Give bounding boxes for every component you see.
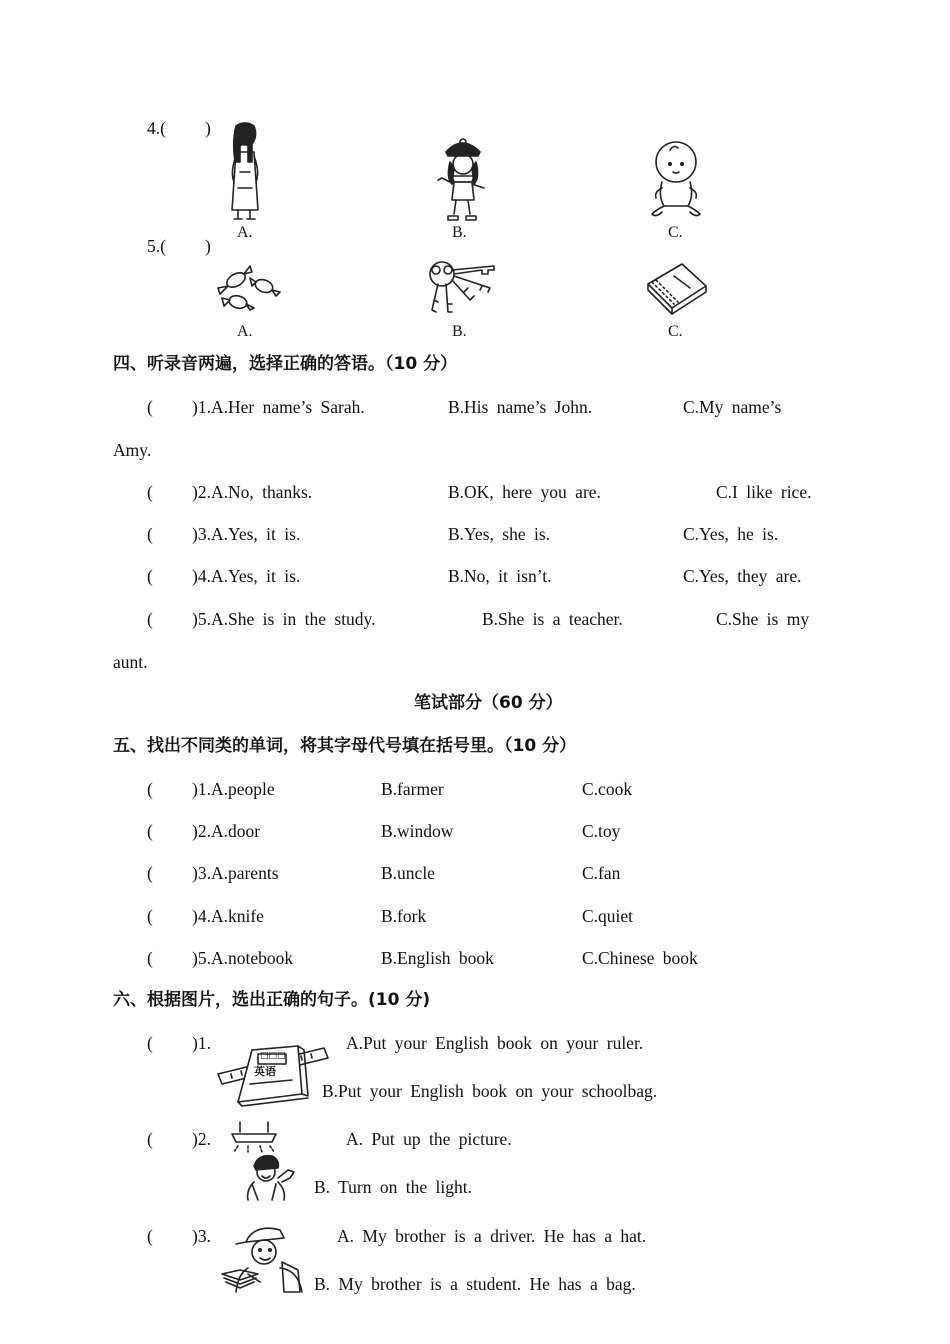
option-a: )4.A.Yes, it is. — [192, 566, 301, 586]
option-b: B.farmer — [381, 779, 444, 799]
girl-with-hat-picture — [434, 138, 494, 222]
answer-paren-close: ) — [205, 236, 211, 256]
question-number: )2. — [192, 1129, 211, 1149]
book-cover-label: 英语 — [254, 1065, 276, 1078]
answer-paren-open: ( — [147, 609, 153, 629]
option-b: B.No, it isn’t. — [448, 566, 552, 586]
option-c: C.toy — [582, 821, 621, 841]
item-number: 4.( — [147, 118, 166, 138]
answer-paren-open: ( — [147, 948, 153, 968]
option-a: )5.A.notebook — [192, 948, 294, 968]
option-a: )1.A.Her name’s Sarah. — [192, 397, 365, 417]
option-c-caption: C. — [668, 323, 683, 340]
option-b: B.window — [381, 821, 454, 841]
option-b: B.OK, here you are. — [448, 482, 601, 502]
option-c: C.fan — [582, 863, 621, 883]
option-c: C.Yes, they are. — [683, 566, 802, 586]
boy-with-cap-and-book-picture — [218, 1222, 308, 1294]
option-b: B. My brother is a student. He has a bag. — [314, 1274, 636, 1294]
notebook-picture — [644, 262, 710, 314]
book-tag-text: □□□ — [260, 1051, 286, 1061]
option-c: C.Chinese book — [582, 948, 698, 968]
option-b: B. Turn on the light. — [314, 1177, 472, 1197]
option-c-continued: aunt. — [113, 652, 148, 672]
question-number: )1. — [192, 1033, 211, 1053]
option-c: C.My name’s — [683, 397, 782, 417]
option-b: B.She is a teacher. — [482, 609, 623, 629]
option-a: A.Put your English book on your ruler. — [346, 1033, 644, 1053]
boy-turning-on-light-picture — [228, 1120, 308, 1200]
option-a: )2.A.door — [192, 821, 261, 841]
written-part-title: 笔试部分（60 分） — [414, 693, 563, 713]
option-c-caption: C. — [668, 224, 683, 241]
option-a-caption: A. — [237, 224, 253, 241]
option-c-continued: Amy. — [113, 440, 152, 460]
option-b: B.uncle — [381, 863, 435, 883]
answer-paren-open: ( — [147, 863, 153, 883]
option-b: B.fork — [381, 906, 427, 926]
answer-paren-open: ( — [147, 906, 153, 926]
keys-picture — [424, 260, 498, 316]
option-b: B.English book — [381, 948, 494, 968]
section-4-heading: 四、听录音两遍，选择正确的答语。（10 分） — [113, 354, 458, 374]
item-number: 5.( — [147, 236, 166, 256]
girl-picture — [222, 122, 268, 222]
answer-paren-open: ( — [147, 482, 153, 502]
option-a-caption: A. — [237, 323, 253, 340]
option-a: )3.A.Yes, it is. — [192, 524, 301, 544]
answer-paren-open: ( — [147, 779, 153, 799]
question-number: )3. — [192, 1226, 211, 1246]
section-5-heading: 五、找出不同类的单词，将其字母代号填在括号里。（10 分） — [113, 736, 577, 756]
option-a: A. My brother is a driver. He has a hat. — [337, 1226, 647, 1246]
section-6-heading: 六、根据图片，选出正确的句子。(10 分) — [113, 990, 431, 1010]
option-b-caption: B. — [452, 224, 467, 241]
baby-picture — [648, 140, 704, 220]
answer-paren-open: ( — [147, 566, 153, 586]
answer-paren-open: ( — [147, 397, 153, 417]
option-a: )2.A.No, thanks. — [192, 482, 313, 502]
answer-paren-open: ( — [147, 1033, 153, 1053]
option-a: A. Put up the picture. — [346, 1129, 512, 1149]
option-c: C.quiet — [582, 906, 634, 926]
option-c: C.She is my — [716, 609, 810, 629]
answer-paren-close: ) — [205, 118, 211, 138]
answer-paren-open: ( — [147, 1226, 153, 1246]
option-b: B.Put your English book on your schoolbag. — [322, 1081, 658, 1101]
option-c: C.cook — [582, 779, 633, 799]
option-a: )3.A.parents — [192, 863, 279, 883]
option-b-caption: B. — [452, 323, 467, 340]
option-c: C.Yes, he is. — [683, 524, 779, 544]
option-c: C.I like rice. — [716, 482, 812, 502]
option-a: )4.A.knife — [192, 906, 264, 926]
option-a: )1.A.people — [192, 779, 275, 799]
option-b: B.Yes, she is. — [448, 524, 551, 544]
option-a: )5.A.She is in the study. — [192, 609, 376, 629]
answer-paren-open: ( — [147, 524, 153, 544]
candies-picture — [212, 264, 282, 314]
option-b: B.His name’s John. — [448, 397, 593, 417]
answer-paren-open: ( — [147, 1129, 153, 1149]
answer-paren-open: ( — [147, 821, 153, 841]
